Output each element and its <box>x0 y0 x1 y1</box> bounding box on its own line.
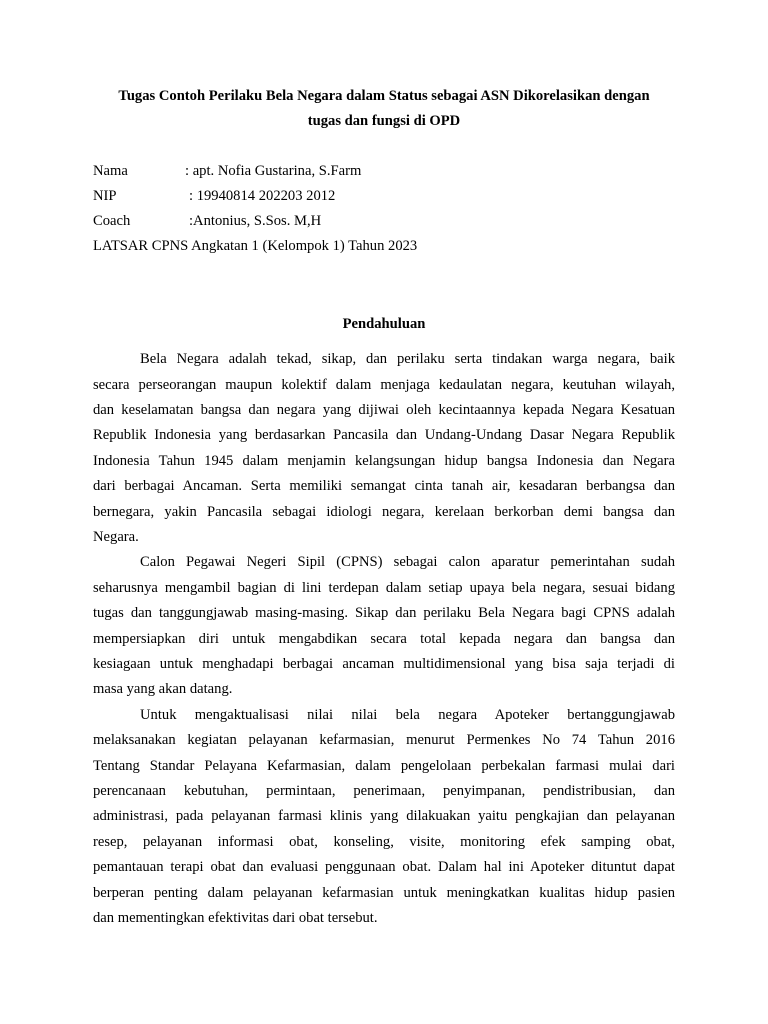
paragraph-1-line: bernegara, yakin Pancasila sebagai idiologi negara, kerelaan berkorban demi bangsa dan <box>93 504 675 520</box>
paragraph-2-line: mempersiapkan diri untuk mengabdikan secara total kepada negara dan bangsa dan <box>93 631 675 647</box>
paragraph-1-line: Republik Indonesia yang berdasarkan Pancasila dan Undang-Undang Dasar Negara Republik <box>93 427 675 443</box>
paragraph-3-line: resep, pelayanan informasi obat, konseling, visite, monitoring efek samping obat, <box>93 834 675 850</box>
paragraph-3-line: administrasi, pada pelayanan farmasi klinis yang dilakuakan yaitu pengkajian dan pelayanan <box>93 808 675 824</box>
paragraph-1-line: secara perseorangan maupun kolektif dalam menjaga kedaulatan negara, keutuhan wilayah, <box>93 377 675 393</box>
paragraph-3-line: berperan penting dalam pelayanan kefarmasian untuk meningkatkan kualitas hidup pasien <box>93 885 675 901</box>
paragraph-2-line: tugas dan tanggungjawab masing-masing. Sikap dan perilaku Bela Negara bagi CPNS adalah <box>93 605 675 621</box>
meta-name-value: : apt. Nofia Gustarina, S.Farm <box>185 163 362 179</box>
paragraph-3-line: Untuk mengaktualisasi nilai nilai bela negara Apoteker bertanggungjawab <box>140 707 675 723</box>
paragraph-3-line: pemantauan terapi obat dan evaluasi penggunaan obat. Dalam hal ini Apoteker dituntut dapat <box>93 859 675 875</box>
paragraph-1-line: dari berbagai Ancaman. Serta memiliki semangat cinta tanah air, kesadaran berbangsa dan <box>93 478 675 494</box>
meta-nip-value: : 19940814 202203 2012 <box>189 188 336 204</box>
paragraph-2-line: kesiagaan untuk menghadapi berbagai ancaman multidimensional yang bisa saja terjadi di <box>93 656 675 672</box>
paragraph-1-line: Bela Negara adalah tekad, sikap, dan perilaku serta tindakan warga negara, baik <box>140 351 675 367</box>
paragraph-3-line: melaksanakan kegiatan pelayanan kefarmasian, menurut Permenkes No 74 Tahun 2016 <box>93 732 675 748</box>
meta-nip-label: NIP <box>93 188 117 204</box>
document-title-line-1: Tugas Contoh Perilaku Bela Negara dalam Status sebagai ASN Dikorelasikan dengan <box>118 88 650 104</box>
paragraph-2-line: seharusnya mengambil bagian di lini terdepan dalam setiap upaya bela negara, sesuai bidang <box>93 580 675 596</box>
paragraph-3-line: perencanaan kebutuhan, permintaan, penerimaan, penyimpanan, pendistribusian, dan <box>93 783 675 799</box>
paragraph-1-line: Negara. <box>93 529 139 545</box>
section-heading: Pendahuluan <box>342 316 426 332</box>
paragraph-1-line: Indonesia Tahun 1945 dalam menjamin kelangsungan hidup bangsa Indonesia dan Negara <box>93 453 675 469</box>
meta-coach-value: :Antonius, S.Sos. M,H <box>189 213 322 229</box>
paragraph-2-line: Calon Pegawai Negeri Sipil (CPNS) sebagai calon aparatur pemerintahan sudah <box>140 554 675 570</box>
paragraph-1-line: dan keselamatan bangsa dan negara yang dijiwai oleh kecintaannya kepada Negara Kesatuan <box>93 402 675 418</box>
paragraph-3-line: Tentang Standar Pelayana Kefarmasian, dalam pengelolaan perbekalan farmasi mulai dari <box>93 758 675 774</box>
meta-coach-label: Coach <box>93 213 131 229</box>
document-title-line-2: tugas dan fungsi di OPD <box>307 113 461 129</box>
paragraph-2-line: masa yang akan datang. <box>93 681 233 697</box>
meta-name-label: Nama <box>93 163 128 179</box>
meta-latsar-row: LATSAR CPNS Angkatan 1 (Kelompok 1) Tahun 2023 <box>93 238 418 254</box>
paragraph-3-line: dan mementingkan efektivitas dari obat tersebut. <box>93 910 378 926</box>
